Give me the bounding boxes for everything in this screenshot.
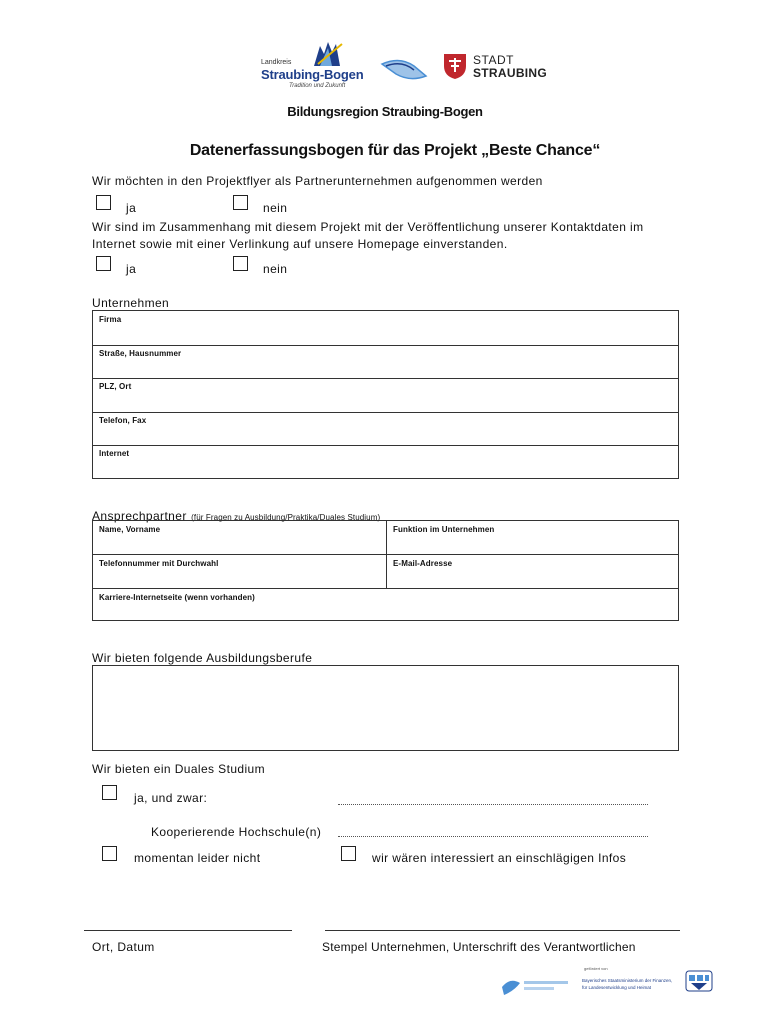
q2-no-label: nein [263,262,288,276]
company-row-street[interactable] [93,345,678,379]
funded-by-label: gefördert von [584,966,608,971]
stadt-logo [443,52,553,88]
q1-no-checkbox[interactable] [233,195,248,210]
q2-line1: Wir sind im Zusammenhang mit diesem Projekt mit der Veröffentlichung unserer Kontaktdaten im [92,220,644,234]
stadt-line2: STRAUBING [473,66,548,80]
q2-yes-checkbox[interactable] [96,256,111,271]
stadt-line1: STADT [473,53,514,67]
landkreis-top-label: Landkreis [261,59,292,66]
interested-label: wir wären interessiert an einschlägigen Infos [372,851,627,865]
contact-function-label: Funktion im Unternehmen [393,525,495,534]
interested-checkbox[interactable] [341,846,356,861]
stamp-signature-label: Stempel Unternehmen, Unterschrift des Verantwortlichen [322,940,636,954]
q2-no-checkbox[interactable] [233,256,248,271]
dual-study-yes-line[interactable] [338,804,648,805]
q1-text: Wir möchten in den Projektflyer als Partnerunternehmen aufgenommen werden [92,174,543,188]
company-field-label: Internet [99,449,130,458]
logo-header [255,40,555,95]
contact-heading: Ansprechpartner [92,509,187,523]
contact-career-label: Karriere-Internetseite (wenn vorhanden) [99,593,255,602]
company-row-internet[interactable] [93,445,678,478]
q2-yes-label: ja [126,262,137,276]
company-heading: Unternehmen [92,296,170,310]
dual-study-heading: Wir bieten ein Duales Studium [92,762,266,776]
wave-logo-icon [380,54,430,84]
contact-email-label: E-Mail-Adresse [393,559,453,568]
company-table [92,310,679,479]
university-line[interactable] [338,836,648,837]
landkreis-logo [255,40,365,95]
contact-career-cell[interactable] [93,589,678,620]
apprenticeships-heading: Wir bieten folgende Ausbildungsberufe [92,651,313,665]
contact-phone-label: Telefonnummer mit Durchwahl [99,559,219,568]
q1-yes-checkbox[interactable] [96,195,111,210]
q2-line2: Internet sowie mit einer Verlinkung auf unsere Homepage einverstanden. [92,237,508,251]
landkreis-name: Straubing-Bogen [261,67,364,82]
landkreis-emblem-icon [310,40,344,66]
company-row-phone[interactable] [93,412,678,446]
bavarian-coat-of-arms-icon [685,969,713,993]
dual-study-yes-label: ja, und zwar: [134,791,208,805]
q1-yes-label: ja [126,201,137,215]
not-now-label: momentan leider nicht [134,851,261,865]
contact-table [92,520,679,621]
contact-phone-cell[interactable] [93,555,387,589]
not-now-checkbox[interactable] [102,846,117,861]
contact-name-cell[interactable] [93,521,387,555]
dual-study-yes-checkbox[interactable] [102,785,117,800]
apprenticeships-textarea[interactable] [92,665,679,751]
stamp-signature-line[interactable] [325,930,680,931]
contact-function-cell[interactable] [387,521,678,555]
company-field-label: PLZ, Ort [99,382,132,391]
company-row-city[interactable] [93,378,678,413]
coat-of-arms-icon [443,52,467,80]
contact-name-label: Name, Vorname [99,525,161,534]
form-title: Datenerfassungsbogen für das Projekt „Beste Chance“ [189,142,601,159]
place-date-line[interactable] [84,930,292,931]
contact-email-cell[interactable] [387,555,678,589]
company-field-label: Firma [99,315,122,324]
place-date-label: Ort, Datum [92,940,155,954]
ministry-line2: für Landesentwicklung und Heimat [582,985,652,990]
landkreis-tagline: Tradition und Zukunft [289,83,346,89]
ministry-line1: Bayerisches Staatsministerium der Finanzen, [582,978,673,983]
university-label: Kooperierende Hochschule(n) [151,825,322,839]
contact-heading-note: (für Fragen zu Ausbildung/Praktika/Duales Studium) [191,513,381,522]
q1-no-label: nein [263,201,288,215]
region-title: Bildungsregion Straubing-Bogen [287,104,483,119]
company-field-label: Straße, Hausnummer [99,349,182,358]
company-row-firma[interactable] [93,311,678,346]
regional-logo-icon [500,973,570,999]
company-field-label: Telefon, Fax [99,416,147,425]
